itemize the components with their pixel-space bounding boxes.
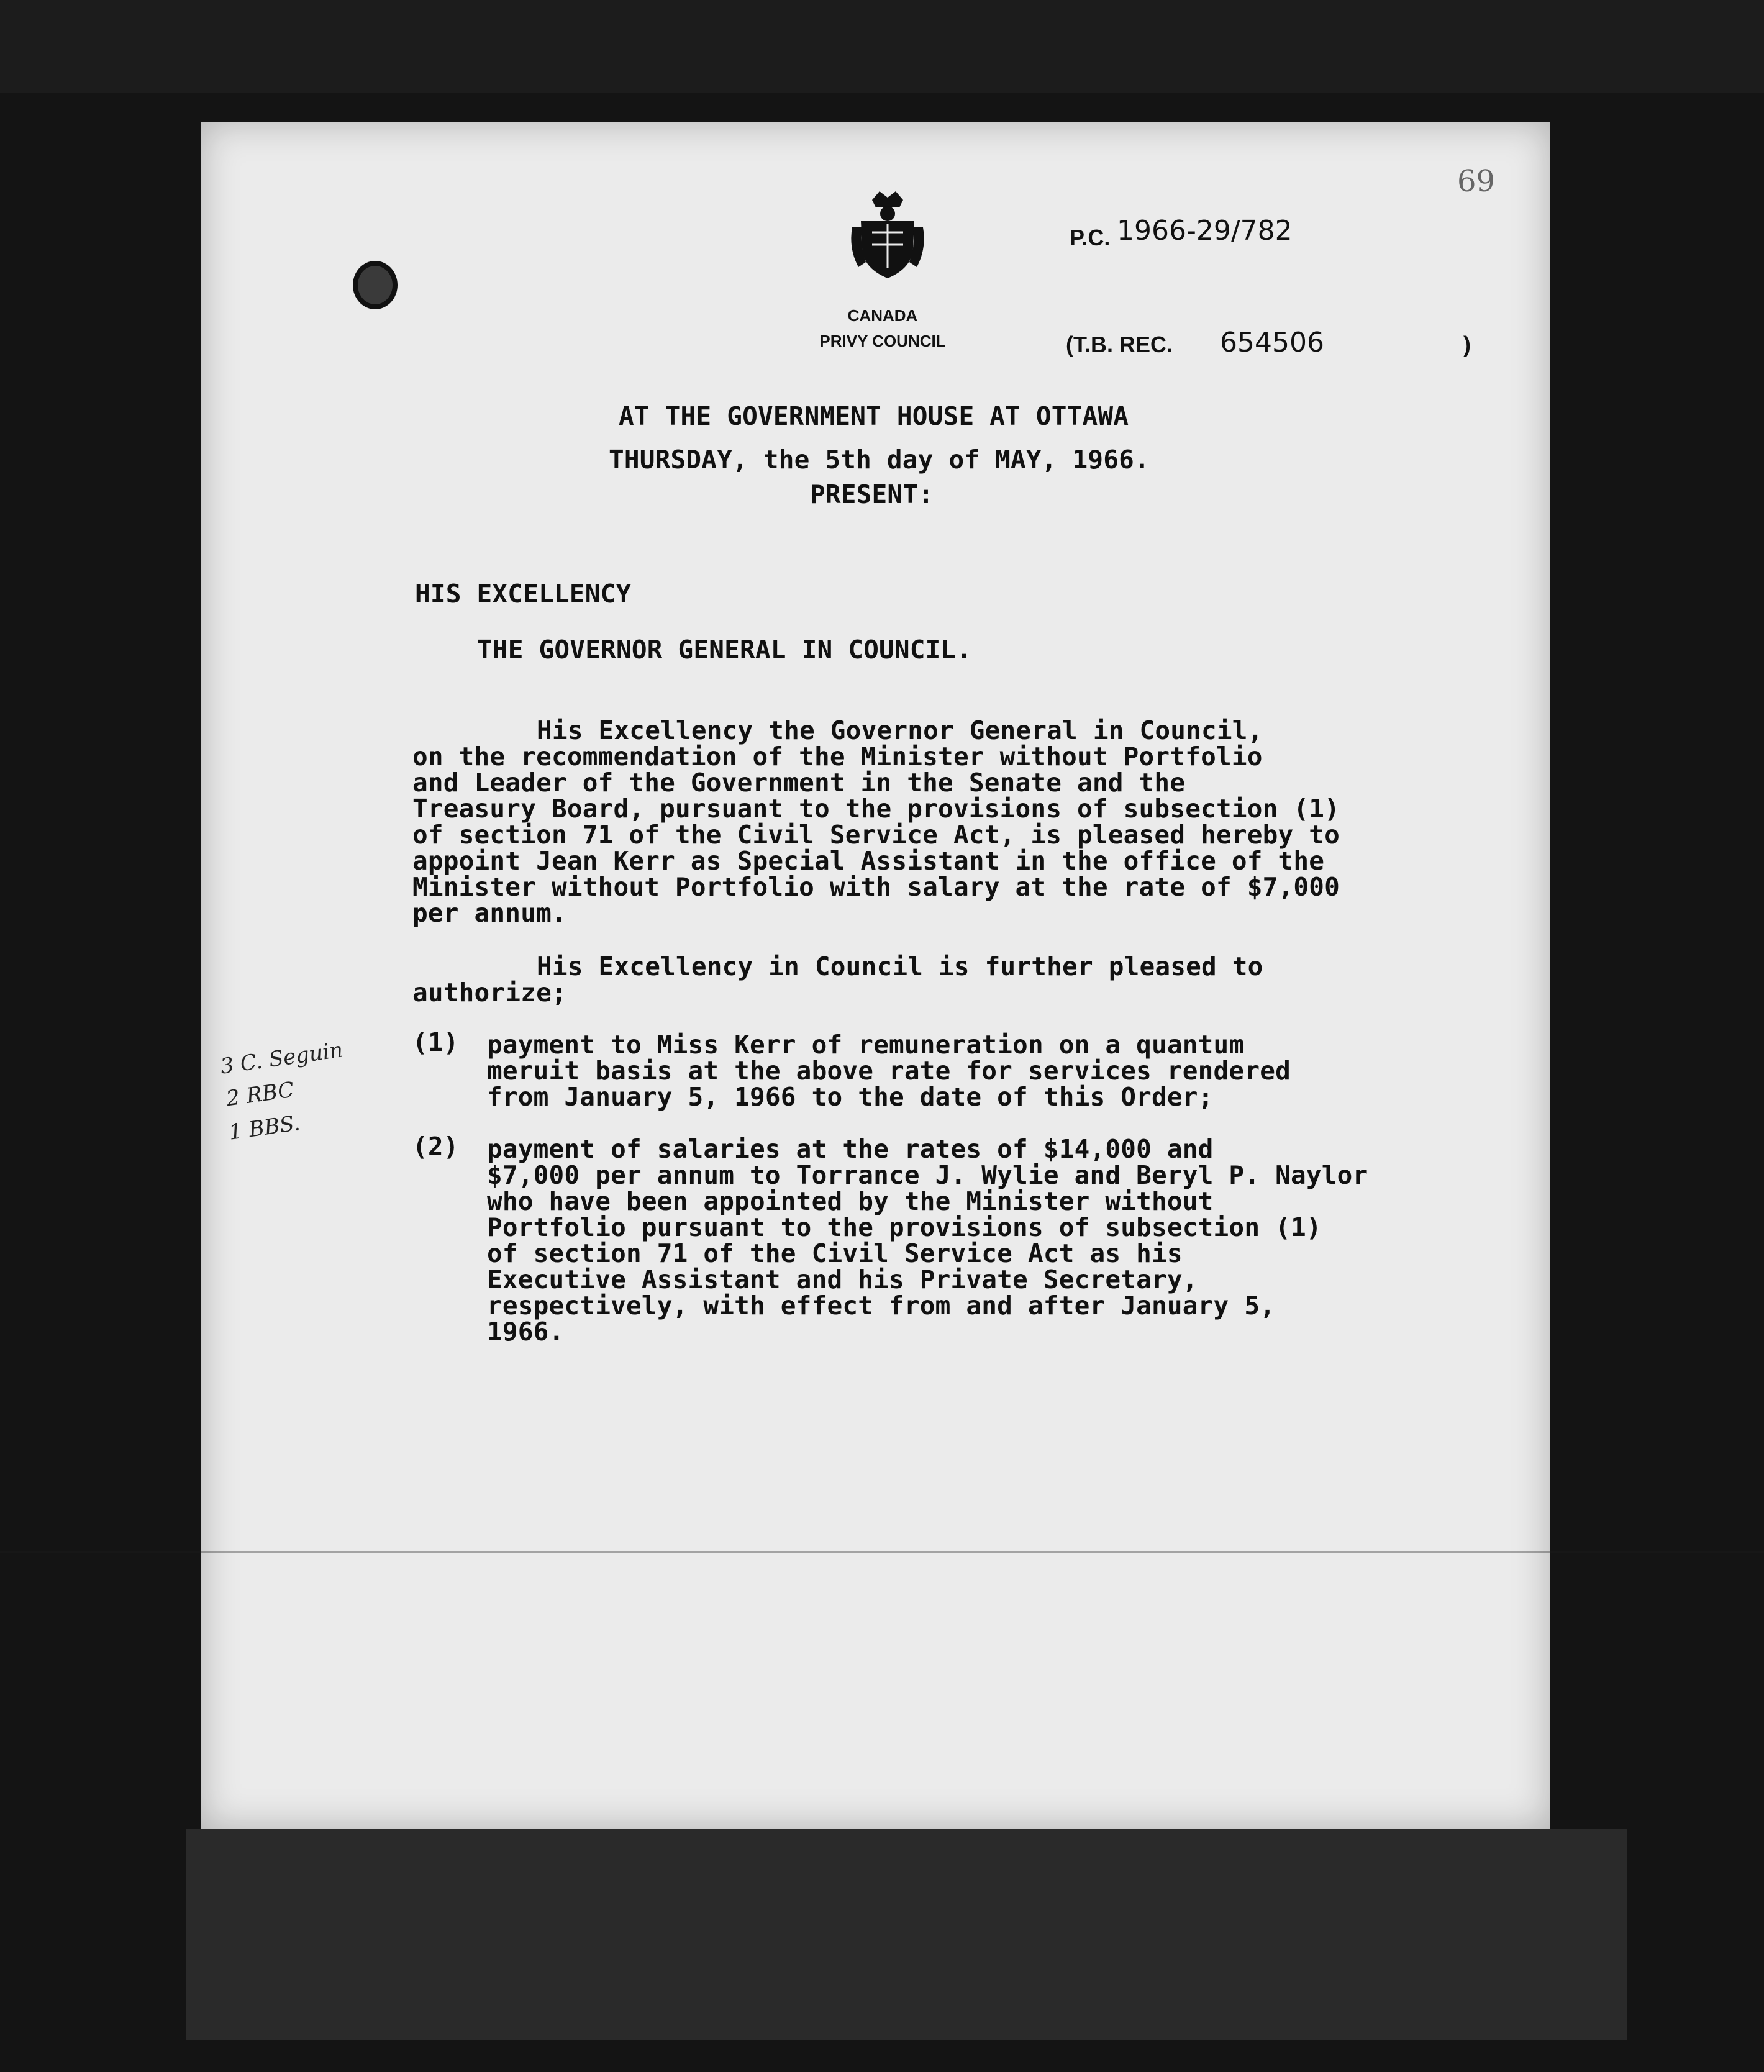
- item-line: from January 5, 1966 to the date of this Order;: [487, 1082, 1214, 1112]
- present-line: PRESENT:: [810, 479, 934, 509]
- item-line: of section 71 of the Civil Service Act as his: [487, 1238, 1183, 1268]
- item-line: payment of salaries at the rates of $14,000 and: [487, 1134, 1214, 1164]
- paragraph-line: authorize;: [412, 978, 567, 1007]
- date-line: THURSDAY, the 5th day of MAY, 1966.: [609, 445, 1150, 475]
- canada-label: CANADA: [847, 306, 918, 325]
- scan-backing: [186, 1829, 1627, 2040]
- tb-rec-close: ): [1463, 332, 1471, 357]
- paragraph-line: Treasury Board, pursuant to the provisions of subsection (1): [412, 794, 1340, 824]
- paragraph-line: appoint Jean Kerr as Special Assistant in the office of the: [412, 846, 1325, 876]
- tb-rec-label: (T.B. REC.: [1066, 332, 1173, 357]
- paragraph-line: and Leader of the Government in the Senate and the: [412, 768, 1186, 797]
- item-number: (1): [412, 1027, 459, 1057]
- paragraph-line: per annum.: [412, 898, 567, 928]
- scan-border: [0, 0, 1764, 93]
- paragraph-line: His Excellency the Governor General in Council,: [537, 716, 1263, 745]
- margin-note: 3 C. Seguin: [219, 1037, 345, 1079]
- item-line: respectively, with effect from and after January 5,: [487, 1291, 1276, 1320]
- address-line: HIS EXCELLENCY: [415, 579, 632, 609]
- folio-number: 69: [1457, 164, 1496, 199]
- item-line: $7,000 per annum to Torrance J. Wylie and Beryl P. Naylor: [487, 1160, 1368, 1190]
- address-line: THE GOVERNOR GENERAL IN COUNCIL.: [477, 635, 972, 665]
- item-line: payment to Miss Kerr of remuneration on a quantum: [487, 1030, 1245, 1060]
- place-line: AT THE GOVERNMENT HOUSE AT OTTAWA: [619, 401, 1129, 431]
- fold-line: [0, 1551, 1764, 1553]
- document-page: [201, 122, 1550, 1829]
- paragraph-line: of section 71 of the Civil Service Act, is pleased hereby to: [412, 820, 1340, 850]
- item-line: meruit basis at the above rate for services rendered: [487, 1056, 1291, 1086]
- item-line: Portfolio pursuant to the provisions of subsection (1): [487, 1212, 1322, 1242]
- punch-hole: [353, 261, 398, 309]
- tb-rec-number: 654506: [1220, 327, 1324, 358]
- item-line: who have been appointed by the Minister without: [487, 1186, 1214, 1216]
- paragraph-line: Minister without Portfolio with salary at the rate of $7,000: [412, 872, 1340, 902]
- pc-label: P.C.: [1070, 225, 1111, 250]
- item-number: (2): [412, 1132, 459, 1161]
- margin-note: 1 BBS.: [227, 1111, 302, 1145]
- privy-council-label: PRIVY COUNCIL: [819, 332, 946, 350]
- item-line: Executive Assistant and his Private Secretary,: [487, 1265, 1198, 1294]
- margin-note: 2 RBC: [224, 1077, 296, 1112]
- pc-number: 1966-29/782: [1117, 215, 1293, 247]
- paragraph-line: on the recommendation of the Minister without Portfolio: [412, 742, 1263, 771]
- canada-crest-icon: [847, 189, 928, 282]
- item-line: 1966.: [487, 1317, 565, 1347]
- paragraph-line: His Excellency in Council is further pleased to: [537, 952, 1263, 981]
